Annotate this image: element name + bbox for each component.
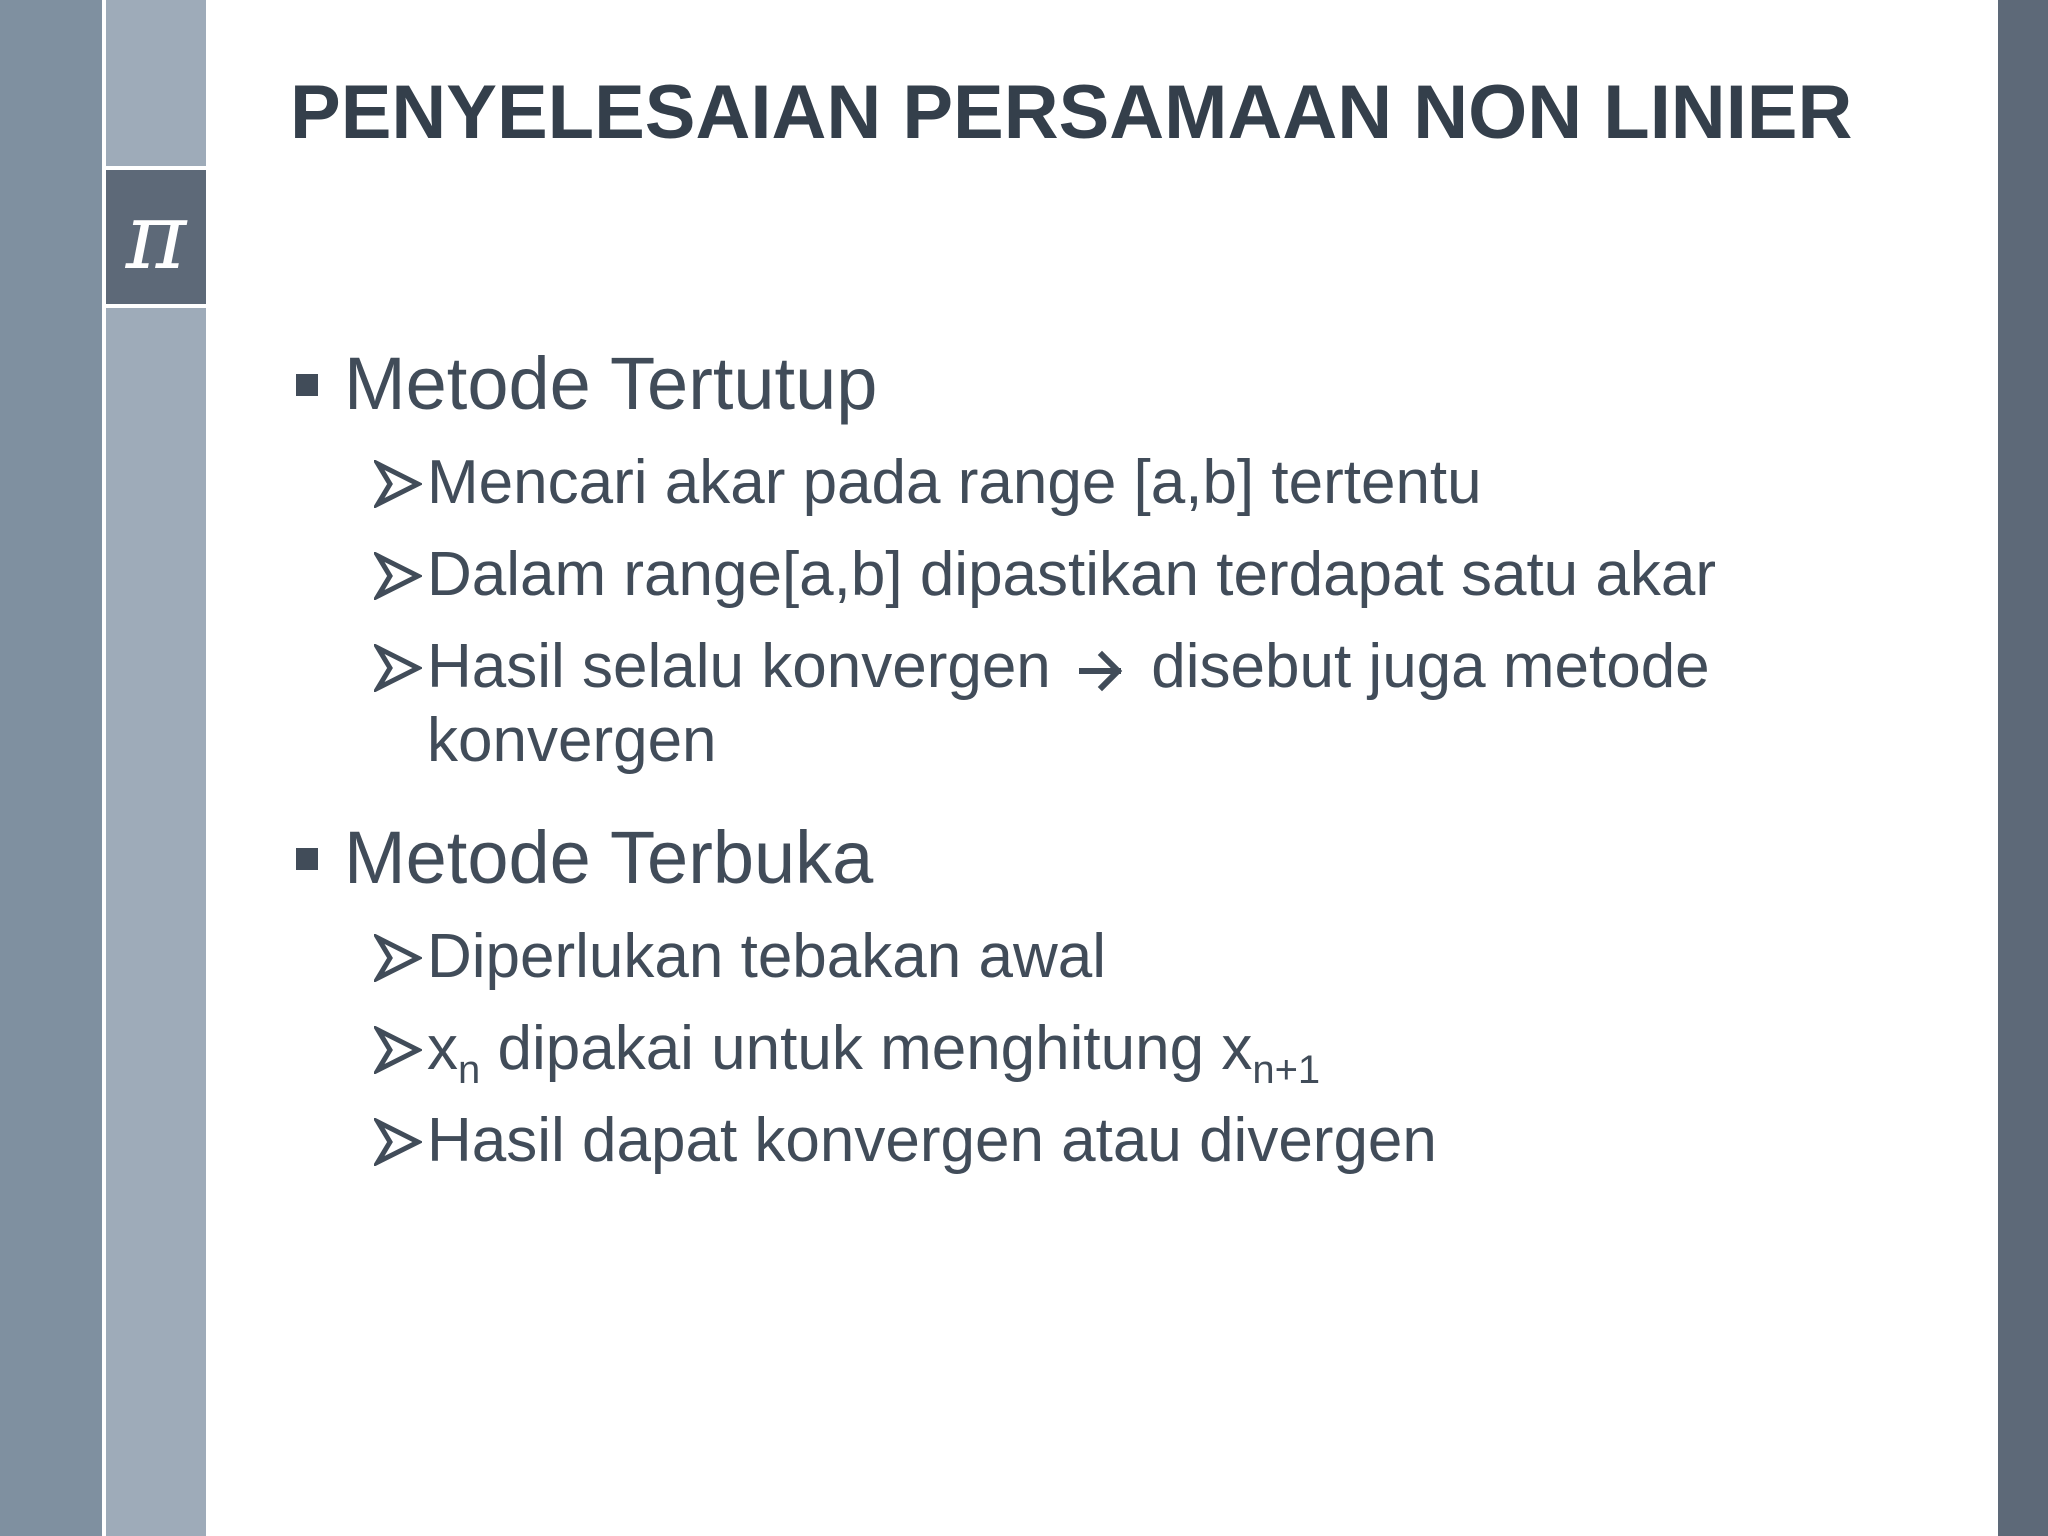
arrow-bullet-icon xyxy=(374,934,422,982)
arrow-bullet-icon xyxy=(374,1026,422,1074)
left-decor-strip xyxy=(0,0,102,1536)
right-decor-strip xyxy=(1998,0,2048,1536)
slide-title: PENYELESAIAN PERSAMAAN NON LINIER xyxy=(290,70,1853,155)
list-item: Diperlukan tebakan awal xyxy=(290,920,1970,994)
list-item: Hasil selalu konvergen disebut juga metode konvergen xyxy=(290,630,1970,778)
arrow-bullet-icon xyxy=(374,644,422,692)
list-item: Dalam range[a,b] dipastikan terdapat satu akar xyxy=(290,538,1970,612)
section-heading-tertutup: Metode Tertutup xyxy=(290,340,1970,428)
arrow-bullet-icon xyxy=(374,1118,422,1166)
list-item: Mencari akar pada range [a,b] tertentu xyxy=(290,446,1970,520)
slide-body xyxy=(290,340,1970,1178)
arrow-bullet-icon xyxy=(374,460,422,508)
section-heading-terbuka: Metode Terbuka xyxy=(290,814,1970,902)
square-bullet-icon xyxy=(296,374,318,396)
arrow-bullet-icon xyxy=(374,552,422,600)
right-arrow-icon xyxy=(1076,646,1126,696)
list-item: Hasil dapat konvergen atau divergen xyxy=(290,1104,1970,1178)
list-item: $x_n$ dipakai untuk menghitung $x_{n+1}$ xyxy=(290,1012,1970,1086)
square-bullet-icon xyxy=(296,848,318,870)
pi-icon: π xyxy=(106,166,206,308)
